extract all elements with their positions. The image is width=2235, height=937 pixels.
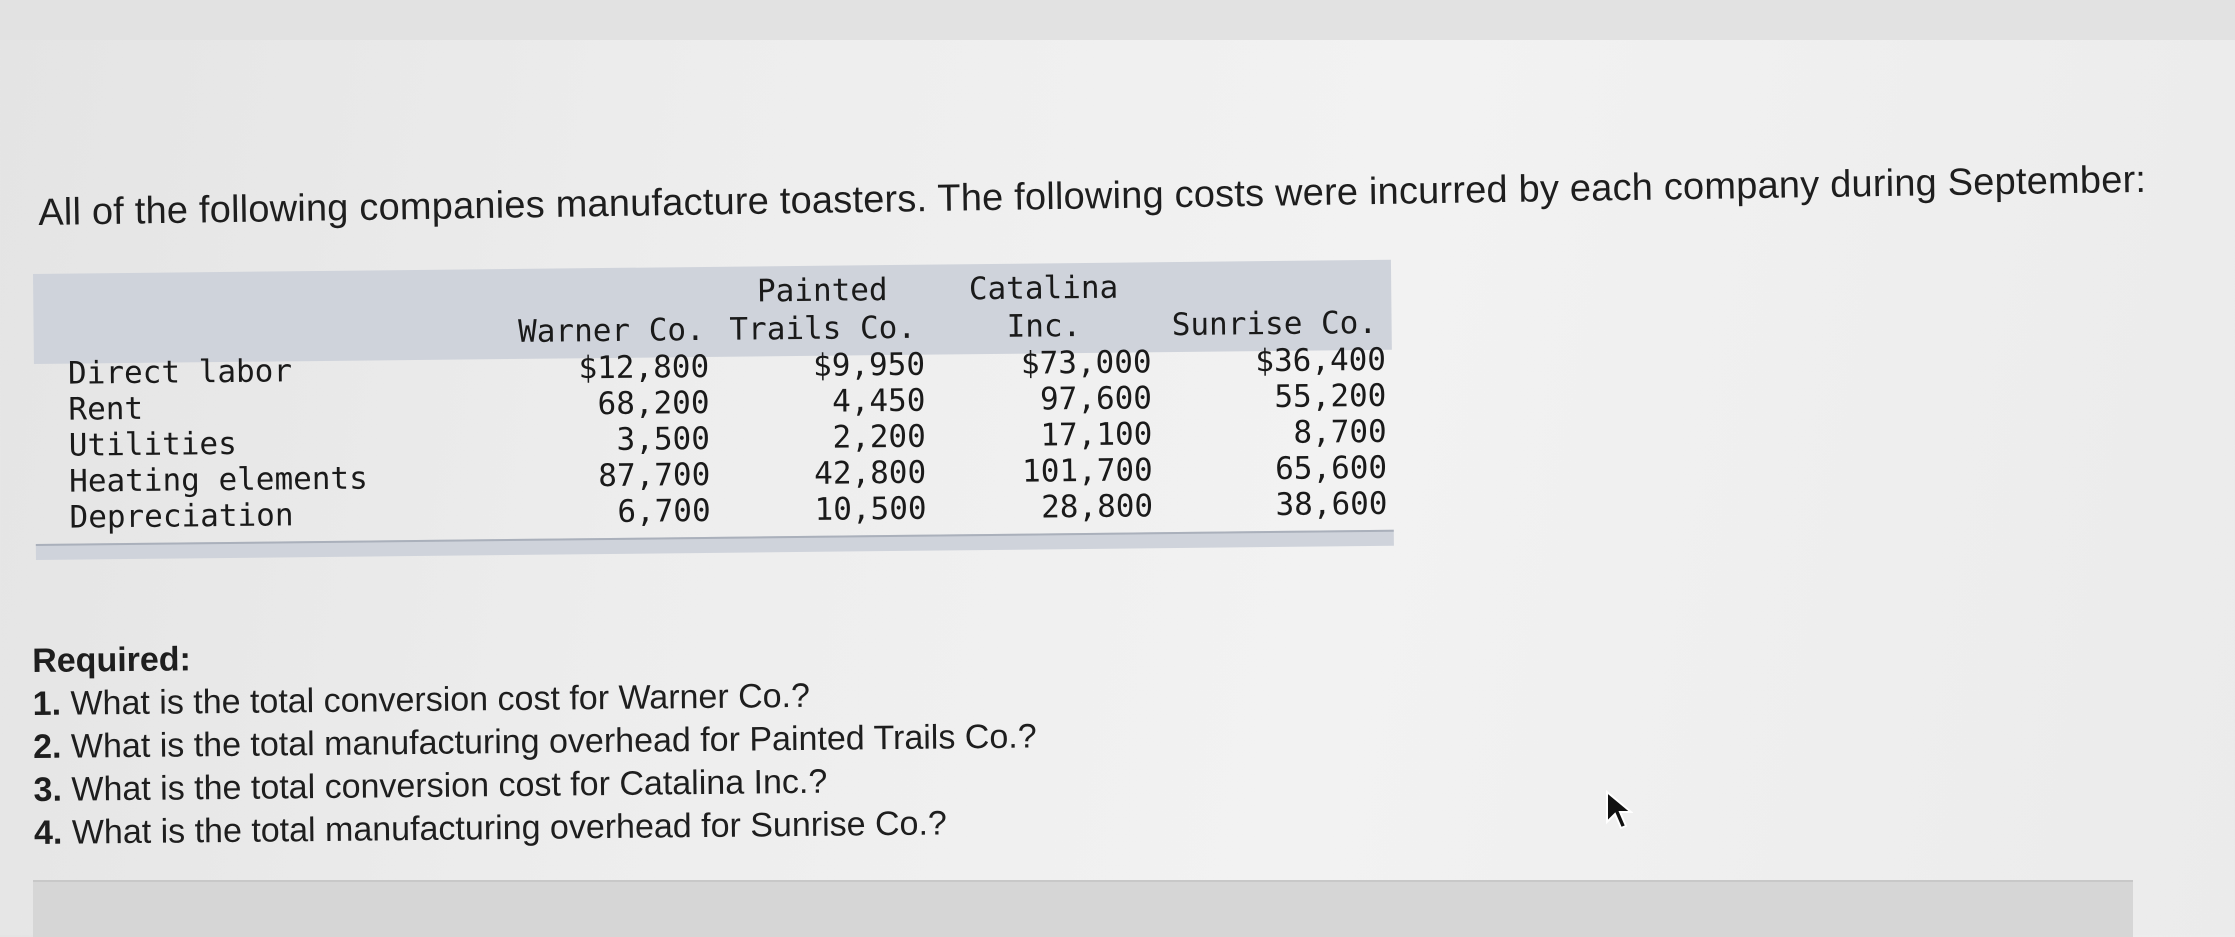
question-number: 4. <box>33 813 63 852</box>
question-text: What is the total manufacturing overhead for Sunrise Co.? <box>71 804 948 852</box>
row-label: Direct labor <box>67 353 293 392</box>
header-line2: Inc. <box>1006 308 1082 345</box>
header-line1: Catalina <box>968 269 1119 308</box>
cell-value: 10,500 <box>814 490 927 528</box>
page-top-band <box>0 0 2235 40</box>
cell-value: $9,950 <box>812 346 926 384</box>
question-text: What is the total manufacturing overhead for Painted Trails Co.? <box>70 717 1037 766</box>
row-label: Rent <box>68 390 144 428</box>
cell-value: $73,000 <box>1020 344 1152 382</box>
cell-value: 8,700 <box>1293 413 1387 451</box>
row-label: Heating elements <box>68 460 368 500</box>
header-sunrise <box>1157 266 1392 344</box>
cell-value: 87,700 <box>598 456 711 495</box>
header-line2: Warner Co. <box>517 311 705 350</box>
question-number: 2. <box>32 727 62 766</box>
cell-value: $36,400 <box>1255 341 1387 380</box>
row-label: Depreciation <box>69 497 294 536</box>
cell-value: 6,700 <box>617 492 711 530</box>
cost-table-container <box>33 260 1394 564</box>
header-line2: Sunrise Co. <box>1171 304 1378 344</box>
cell-value: 17,100 <box>1040 416 1153 454</box>
cell-value: 3,500 <box>616 420 711 458</box>
table-header-row <box>33 266 1392 356</box>
header-blank <box>33 275 508 356</box>
header-line1 <box>514 273 709 313</box>
header-line1: Painted <box>756 272 888 310</box>
question-item <box>34 801 1038 855</box>
cell-value: 28,800 <box>1040 488 1154 526</box>
cell-value: 65,600 <box>1274 449 1388 488</box>
header-line2: Trails Co. <box>729 309 917 348</box>
cell-value: 68,200 <box>597 384 710 423</box>
intro-text: All of the following companies manufacture toasters. The following costs were incurred by each company during September: <box>38 158 2147 234</box>
question-text: What is the total conversion cost for Catalina Inc.? <box>71 762 828 809</box>
required-title: Required: <box>32 640 192 680</box>
cost-table <box>33 266 1394 536</box>
required-section <box>32 629 1038 854</box>
answer-area-box <box>33 880 2133 937</box>
row-label: Utilities <box>68 425 237 464</box>
cell-value: 55,200 <box>1274 377 1387 416</box>
cell-value: $12,800 <box>578 348 710 387</box>
mouse-pointer-icon <box>1605 790 1633 830</box>
cell-value: 38,600 <box>1275 485 1388 524</box>
cell-value: 101,700 <box>1021 452 1153 490</box>
header-warner <box>508 273 715 351</box>
question-text: What is the total conversion cost for Warner Co.? <box>70 676 811 723</box>
cell-value: 42,800 <box>813 454 927 492</box>
table-bottom-band <box>36 530 1394 560</box>
cell-value: 4,450 <box>831 382 926 420</box>
cell-value: 97,600 <box>1039 380 1153 418</box>
header-catalina <box>930 268 1157 346</box>
cell-value: 2,200 <box>832 418 926 456</box>
question-number: 1. <box>32 684 62 723</box>
header-line1 <box>1163 266 1386 306</box>
header-painted-trails <box>714 271 931 349</box>
question-number: 3. <box>33 770 63 809</box>
